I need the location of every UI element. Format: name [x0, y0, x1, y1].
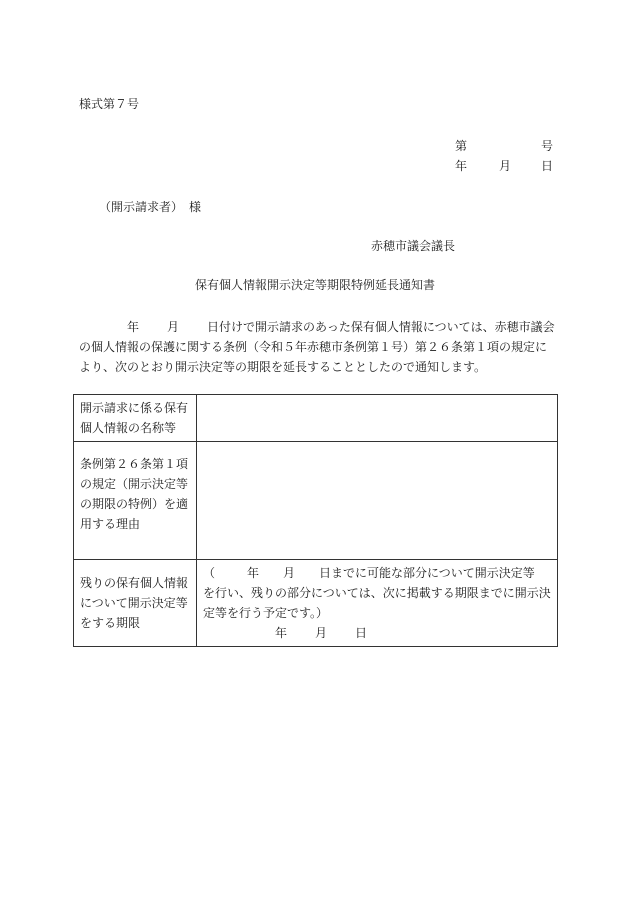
label-line: 用する理由: [80, 517, 141, 531]
label-line: 個人情報の名称等: [80, 421, 177, 435]
row-label-document-name: [74, 395, 197, 442]
deadline-date: [203, 623, 551, 643]
row-label-deadline: [74, 560, 197, 647]
form-number: 様式第７号: [79, 97, 140, 111]
open-paren: （: [203, 566, 216, 580]
info-table: [73, 394, 558, 647]
deadline-line-2: を行い、残りの部分については、次に掲載する期限までに開示決: [203, 586, 551, 600]
deadline-year: 年: [275, 626, 288, 640]
label-line: 開示請求に係る保有: [80, 401, 189, 415]
row-value-document-name: [197, 395, 558, 442]
body-line-1: [79, 319, 555, 335]
deadline-month: 月: [315, 626, 328, 640]
issue-date-day: 日: [541, 159, 554, 173]
issue-date-year: 年: [455, 159, 468, 173]
partial-year: 年: [247, 566, 260, 580]
document-number-label: 第: [455, 139, 468, 153]
deadline-line-1: [203, 563, 551, 583]
partial-month: 月: [283, 566, 296, 580]
label-line: について開示決定等: [80, 596, 188, 610]
body-year: 年: [127, 320, 140, 334]
deadline-day: 日: [355, 626, 368, 640]
row-value-deadline: [197, 560, 558, 647]
table-row: [74, 442, 558, 560]
body-month: 月: [167, 320, 180, 334]
issue-date-month: 月: [499, 159, 512, 173]
body-line-1-text: 日付けで開示請求のあった保有個人情報については、赤穂市議会: [207, 320, 555, 334]
body-line-3: より、次のとおり開示決定等の期限を延長することとしたので通知します。: [79, 360, 487, 374]
label-line: 条例第２６条第１項: [80, 457, 189, 471]
deadline-line-3: 定等を行う予定です。）: [203, 606, 329, 620]
sender: 赤穂市議会議長: [371, 239, 456, 253]
label-line: 残りの保有個人情報: [80, 576, 189, 590]
row-value-reason: [197, 442, 558, 560]
row-label-reason: [74, 442, 197, 560]
addressee: （開示請求者） 様: [99, 200, 202, 214]
document-title: 保有個人情報開示決定等期限特例延長通知書: [194, 278, 435, 292]
deadline-line-1-text: 日までに可能な部分について開示決定等: [319, 566, 535, 580]
label-line: の規定（開示決定等: [80, 477, 189, 491]
label-line: をする期限: [80, 616, 141, 630]
table-row: [74, 395, 558, 442]
document-number-suffix: 号: [541, 139, 554, 153]
label-line: の期限の特例）を適: [80, 497, 189, 511]
body-line-2: の個人情報の保護に関する条例（令和５年赤穂市条例第１号）第２６条第１項の規定に: [79, 340, 548, 354]
table-row: [74, 560, 558, 647]
